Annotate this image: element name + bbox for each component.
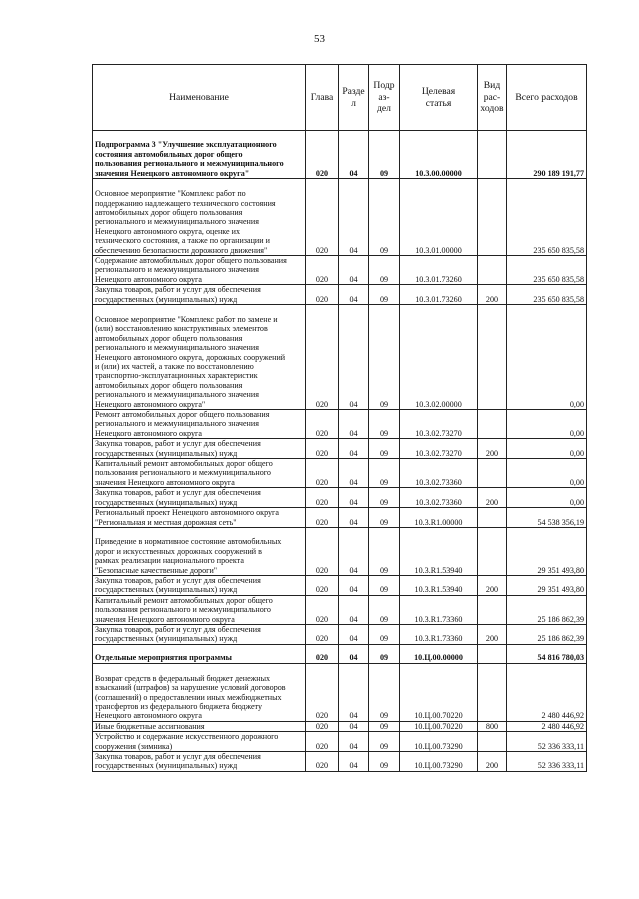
header-subsection: Подр aз- дел — [369, 65, 400, 131]
row-exp-type-cell: 800 — [478, 721, 507, 731]
row-exp-type-cell — [478, 644, 507, 663]
row-section-cell: 04 — [339, 256, 369, 285]
row-target-cell: 10.3.01.00000 — [400, 179, 478, 256]
row-chapter-cell: 020 — [306, 410, 339, 439]
row-target-cell: 10.3.R1.73360 — [400, 624, 478, 644]
table-row — [93, 595, 587, 624]
header-name: Наименование — [93, 65, 306, 131]
table-row — [93, 131, 587, 179]
table-row — [93, 179, 587, 256]
header-chapter: Глава — [306, 65, 339, 131]
row-target-cell: 10.Ц.00.70220 — [400, 663, 478, 721]
row-target-cell: 10.3.00.00000 — [400, 131, 478, 179]
row-exp-type-cell: 200 — [478, 285, 507, 305]
row-section-cell: 04 — [339, 459, 369, 488]
row-section-cell: 04 — [339, 644, 369, 663]
row-target-cell: 10.3.01.73260 — [400, 256, 478, 285]
row-subsection-cell: 09 — [369, 179, 400, 256]
table-row — [93, 459, 587, 488]
row-total-cell: 52 336 333,11 — [507, 751, 587, 771]
row-target-cell: 10.3.R1.73360 — [400, 595, 478, 624]
row-exp-type-cell — [478, 527, 507, 575]
row-chapter-cell: 020 — [306, 131, 339, 179]
row-section-cell: 04 — [339, 488, 369, 508]
row-total-cell: 290 189 191,77 — [507, 131, 587, 179]
table-row — [93, 305, 587, 410]
header-exp-type: Вид рас- ходов — [478, 65, 507, 131]
row-chapter-cell: 020 — [306, 508, 339, 528]
row-total-cell: 0,00 — [507, 488, 587, 508]
row-target-cell: 10.Ц.00.00000 — [400, 644, 478, 663]
table-row — [93, 488, 587, 508]
row-exp-type-cell — [478, 595, 507, 624]
row-target-cell: 10.3.R1.00000 — [400, 508, 478, 528]
row-subsection-cell: 09 — [369, 410, 400, 439]
row-exp-type-cell — [478, 179, 507, 256]
row-total-cell: 0,00 — [507, 305, 587, 410]
table-row — [93, 624, 587, 644]
row-name-cell: Иные бюджетные ассигнования — [93, 721, 306, 731]
row-chapter-cell: 020 — [306, 439, 339, 459]
row-chapter-cell: 020 — [306, 305, 339, 410]
row-section-cell: 04 — [339, 663, 369, 721]
row-chapter-cell: 020 — [306, 285, 339, 305]
row-exp-type-cell — [478, 131, 507, 179]
row-name-cell: Закупка товаров, работ и услуг для обеспечения государственных (муниципальных) нужд — [93, 439, 306, 459]
row-section-cell: 04 — [339, 624, 369, 644]
row-total-cell: 235 650 835,58 — [507, 179, 587, 256]
row-subsection-cell: 09 — [369, 285, 400, 305]
page-number: 53 — [314, 33, 325, 45]
header-total: Всего расходов — [507, 65, 587, 131]
row-exp-type-cell — [478, 410, 507, 439]
row-exp-type-cell — [478, 459, 507, 488]
row-section-cell: 04 — [339, 527, 369, 575]
row-total-cell: 54 538 356,19 — [507, 508, 587, 528]
table-row — [93, 721, 587, 731]
row-section-cell: 04 — [339, 575, 369, 595]
row-total-cell: 29 351 493,80 — [507, 575, 587, 595]
budget-table — [92, 64, 587, 772]
row-section-cell: 04 — [339, 305, 369, 410]
row-name-cell: Подпрограмма 3 "Улучшение эксплуатационного состояния автомобильных дорог общего пользования регионального и межмуниципального значения Ненецкого автономного округа" — [93, 131, 306, 179]
table-body — [93, 131, 587, 772]
row-subsection-cell: 09 — [369, 508, 400, 528]
row-section-cell: 04 — [339, 721, 369, 731]
row-exp-type-cell: 200 — [478, 751, 507, 771]
row-subsection-cell: 09 — [369, 751, 400, 771]
row-subsection-cell: 09 — [369, 131, 400, 179]
table-row — [93, 410, 587, 439]
row-exp-type-cell — [478, 305, 507, 410]
row-chapter-cell: 020 — [306, 732, 339, 752]
row-target-cell: 10.3.02.73270 — [400, 410, 478, 439]
row-section-cell: 04 — [339, 439, 369, 459]
row-name-cell: Закупка товаров, работ и услуг для обеспечения государственных (муниципальных) нужд — [93, 751, 306, 771]
table-row — [93, 508, 587, 528]
row-total-cell: 54 816 780,03 — [507, 644, 587, 663]
row-subsection-cell: 09 — [369, 439, 400, 459]
table-row — [93, 285, 587, 305]
row-subsection-cell: 09 — [369, 663, 400, 721]
table-row — [93, 256, 587, 285]
table-header-row — [93, 65, 587, 131]
row-total-cell: 0,00 — [507, 459, 587, 488]
row-name-cell: Основное мероприятие "Комплекс работ по поддержанию надлежащего технического состояния автомобильных дорог общего пользования регионального и межмуниципального значения Ненецкого автономного округа, оценке их технического состояния, а также по организации и обеспечению безопасности дорожного движения" — [93, 179, 306, 256]
row-chapter-cell: 020 — [306, 488, 339, 508]
row-name-cell: Капитальный ремонт автомобильных дорог общего пользования регионального и межмуниципального значения Ненецкого автономного округа — [93, 595, 306, 624]
row-name-cell: Закупка товаров, работ и услуг для обеспечения государственных (муниципальных) нужд — [93, 285, 306, 305]
row-target-cell: 10.3.02.73360 — [400, 459, 478, 488]
table-row — [93, 527, 587, 575]
row-chapter-cell: 020 — [306, 663, 339, 721]
row-chapter-cell: 020 — [306, 624, 339, 644]
row-target-cell: 10.Ц.00.73290 — [400, 751, 478, 771]
row-target-cell: 10.3.R1.53940 — [400, 575, 478, 595]
row-total-cell: 2 480 446,92 — [507, 663, 587, 721]
row-subsection-cell: 09 — [369, 488, 400, 508]
row-chapter-cell: 020 — [306, 256, 339, 285]
row-total-cell: 52 336 333,11 — [507, 732, 587, 752]
row-target-cell: 10.3.01.73260 — [400, 285, 478, 305]
table-row — [93, 644, 587, 663]
row-section-cell: 04 — [339, 732, 369, 752]
row-target-cell: 10.Ц.00.73290 — [400, 732, 478, 752]
row-exp-type-cell — [478, 732, 507, 752]
row-exp-type-cell — [478, 256, 507, 285]
row-subsection-cell: 09 — [369, 644, 400, 663]
row-section-cell: 04 — [339, 595, 369, 624]
row-name-cell: Ремонт автомобильных дорог общего пользования регионального и межмуниципального значения Ненецкого автономного округа — [93, 410, 306, 439]
row-section-cell: 04 — [339, 131, 369, 179]
row-exp-type-cell — [478, 663, 507, 721]
row-subsection-cell: 09 — [369, 256, 400, 285]
row-section-cell: 04 — [339, 508, 369, 528]
row-name-cell: Региональный проект Ненецкого автономного округа "Региональная и местная дорожная сеть" — [93, 508, 306, 528]
row-name-cell: Устройство и содержание искусственного дорожного сооружения (зимника) — [93, 732, 306, 752]
row-subsection-cell: 09 — [369, 595, 400, 624]
row-name-cell: Содержание автомобильных дорог общего пользования регионального и межмуниципального значения Ненецкого автономного округа — [93, 256, 306, 285]
row-exp-type-cell: 200 — [478, 488, 507, 508]
table-row — [93, 575, 587, 595]
row-section-cell: 04 — [339, 285, 369, 305]
row-name-cell: Закупка товаров, работ и услуг для обеспечения государственных (муниципальных) нужд — [93, 624, 306, 644]
row-subsection-cell: 09 — [369, 459, 400, 488]
row-exp-type-cell: 200 — [478, 439, 507, 459]
row-exp-type-cell: 200 — [478, 575, 507, 595]
row-subsection-cell: 09 — [369, 721, 400, 731]
row-target-cell: 10.3.02.00000 — [400, 305, 478, 410]
row-total-cell: 29 351 493,80 — [507, 527, 587, 575]
row-name-cell: Возврат средств в федеральный бюджет денежных взысканий (штрафов) за нарушение условий договоров (соглашений) о предоставлении иных межбюджетных трансфертов из федерального бюджета бюджету Ненецкого автономного округа — [93, 663, 306, 721]
row-chapter-cell: 020 — [306, 595, 339, 624]
row-section-cell: 04 — [339, 751, 369, 771]
row-name-cell: Закупка товаров, работ и услуг для обеспечения государственных (муниципальных) нужд — [93, 488, 306, 508]
row-total-cell: 25 186 862,39 — [507, 624, 587, 644]
row-section-cell: 04 — [339, 179, 369, 256]
row-target-cell: 10.3.02.73270 — [400, 439, 478, 459]
row-name-cell: Капитальный ремонт автомобильных дорог общего пользования регионального и межмуниципального значения Ненецкого автономного округа — [93, 459, 306, 488]
table-row — [93, 751, 587, 771]
row-exp-type-cell — [478, 508, 507, 528]
row-chapter-cell: 020 — [306, 751, 339, 771]
row-subsection-cell: 09 — [369, 527, 400, 575]
row-chapter-cell: 020 — [306, 179, 339, 256]
row-total-cell: 0,00 — [507, 410, 587, 439]
row-total-cell: 235 650 835,58 — [507, 285, 587, 305]
row-name-cell: Приведение в нормативное состояние автомобильных дорог и искусственных дорожных сооружений в рамках реализации национального проекта "Безопасные качественные дороги" — [93, 527, 306, 575]
row-subsection-cell: 09 — [369, 732, 400, 752]
row-chapter-cell: 020 — [306, 527, 339, 575]
row-target-cell: 10.3.02.73360 — [400, 488, 478, 508]
row-name-cell: Основное мероприятие "Комплекс работ по замене и (или) восстановлению конструктивных элементов автомобильных дорог общего пользования регионального и межмуниципального значения Ненецкого автономного округа, дорожных сооружений и (или) их частей, а также по восстановлению транспортно-эксплуатационных характеристик автомобильных дорог общего пользования регионального и межмуниципального значения Ненецкого автономного округа" — [93, 305, 306, 410]
table-row — [93, 732, 587, 752]
row-name-cell: Отдельные мероприятия программы — [93, 644, 306, 663]
row-chapter-cell: 020 — [306, 644, 339, 663]
row-subsection-cell: 09 — [369, 305, 400, 410]
table-row — [93, 439, 587, 459]
row-chapter-cell: 020 — [306, 459, 339, 488]
row-total-cell: 2 480 446,92 — [507, 721, 587, 731]
row-subsection-cell: 09 — [369, 575, 400, 595]
row-target-cell: 10.Ц.00.70220 — [400, 721, 478, 731]
row-target-cell: 10.3.R1.53940 — [400, 527, 478, 575]
table-row — [93, 663, 587, 721]
row-total-cell: 25 186 862,39 — [507, 595, 587, 624]
row-chapter-cell: 020 — [306, 721, 339, 731]
row-total-cell: 235 650 835,58 — [507, 256, 587, 285]
header-target: Целевая статья — [400, 65, 478, 131]
row-total-cell: 0,00 — [507, 439, 587, 459]
header-section: Разде л — [339, 65, 369, 131]
row-exp-type-cell: 200 — [478, 624, 507, 644]
row-subsection-cell: 09 — [369, 624, 400, 644]
row-chapter-cell: 020 — [306, 575, 339, 595]
row-name-cell: Закупка товаров, работ и услуг для обеспечения государственных (муниципальных) нужд — [93, 575, 306, 595]
row-section-cell: 04 — [339, 410, 369, 439]
